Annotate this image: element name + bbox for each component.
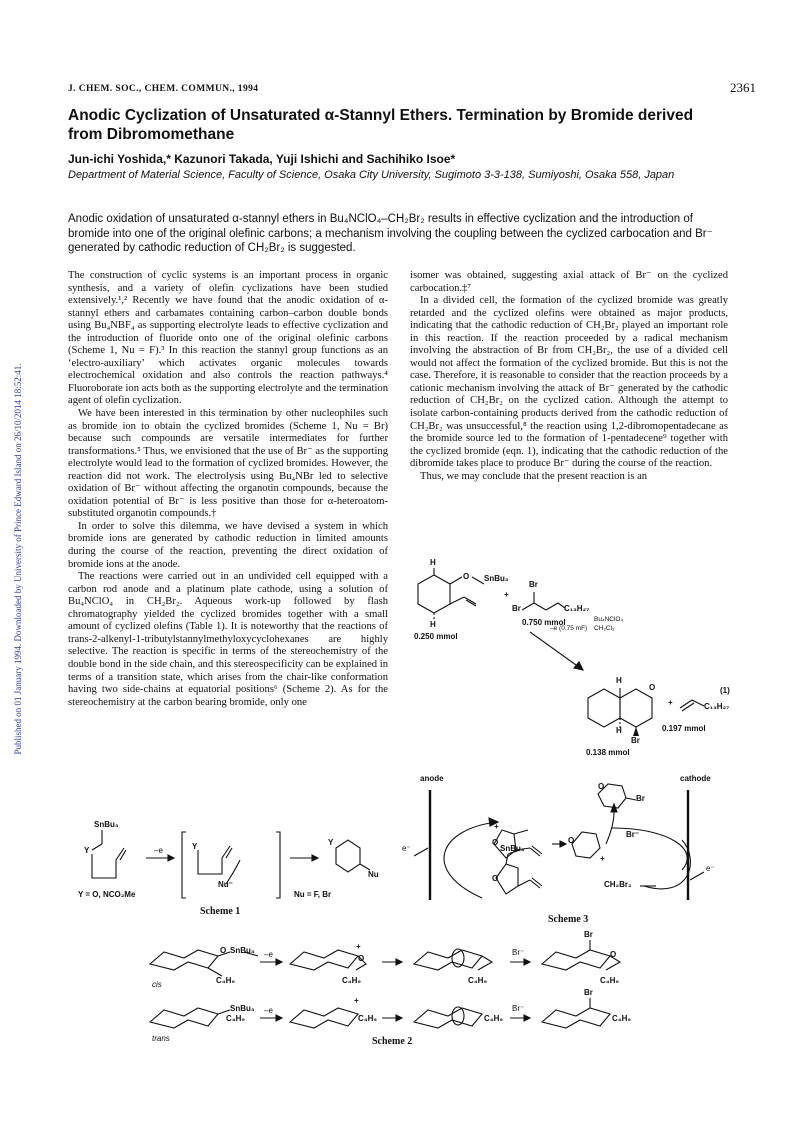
paragraph: The reactions were carried out in an undivided cell equipped with a carbon rod anode and a platinum plate cathode, using a solution of Bu₄NClO₄ in CH₂Br₂. Aqueous work-up followed by flash chromatography yielded the cyclized bromides together with a small amount of cyclized olefins (Table 1). It is noteworthy that the reactions of trans-2-alkenyl-1-tributylstannylmethyloxycyclohexanes are highly selective. The reaction is specific in terms of the stereochemistry of the double bond in the side chain, and this stereospecificity can be explained in terms of a transition state, which arises from the chair-like conformation having two side-chains at equatorial positions⁶ (Scheme 2). As for the stereochemistry at the carbon bearing bromide, only one xyxy=(68,571,388,708)
butyl-group: C₄H₉ xyxy=(358,1014,377,1023)
substrate-amount: 0.250 mmol xyxy=(414,632,458,641)
scheme-1 xyxy=(68,820,398,920)
paragraph: The construction of cyclic systems is an important process in organic synthesis, and a variety of olefin cyclizations have been studied extensively.¹,² Recently we have found that the anodic oxidation of α-stannyl ethers and carbamates containing carbon–carbon double bonds using Bu₄NBF₄ as supporting electrolyte leads to effective cyclization and the introduction of fluoride onto one of the original olefinic carbons (Scheme 1, Nu = F).³ In this reaction the stannyl group functions as an ‘electro-auxiliary’ which activates organic molecules towards electrochemical oxidation and also controls the reaction pathways.⁴ Fluoroborate ion acts both as the supporting electrolyte and the termination agent of olefin cyclization. xyxy=(68,270,388,407)
reagent-amount: 0.750 mmol xyxy=(522,618,566,627)
scheme-1-caption: Scheme 1 xyxy=(200,906,241,917)
bromine-atom: Br xyxy=(584,988,593,997)
plus-sign: + xyxy=(354,996,359,1005)
oxygen-atom: O xyxy=(220,946,227,955)
electron-label: e⁻ xyxy=(402,844,411,853)
charge-passed: –e (0.75 mF) xyxy=(550,625,588,632)
oxygen-atom: O xyxy=(598,782,605,791)
anode-label: anode xyxy=(420,774,444,783)
article-title: Anodic Cyclization of Unsaturated α-Stannyl Ethers. Termination by Bromide derived from Dibromomethane xyxy=(68,107,694,143)
h-atom: H xyxy=(430,558,436,567)
paragraph: In a divided cell, the formation of the cyclized bromide was greatly retarded and the cyclized olefins were obtained as major products, indicating that the cathodic reduction of CH₂Br₂ played an important role in this reaction. If the reaction proceeded by a radical mechanism involving the abstraction of Br from CH₂Br₂, the use of a divided cell would not affect the formation of the cyclized bromide. But this is not the case. Therefore, it is reasonable to consider that the reaction proceeds by a cationic mechanism involving the attack of Br⁻ generated by the cathodic reduction of CH₂Br₂ on the cyclized cation. Although the attempt to isolate carbon-containing products derived from the cathodic reduction of CH₂Br₂ was unsuccessful,⁸ the reaction using 1,2-dibromopentadecane as the bromide source led to the formation of 1-pentadecene⁹ together with the cyclized bromide (eqn. 1), indicating that the cathodic reduction of the dibromide takes place to produce Br⁻ during the course of the reaction. xyxy=(410,295,728,470)
butyl-group: C₄H₉ xyxy=(600,976,619,985)
butyl-group: C₄H₉ xyxy=(468,976,487,985)
stannyl-group: SnBu₃ xyxy=(484,574,509,583)
butyl-group: C₄H₉ xyxy=(484,1014,503,1023)
equation-number: (1) xyxy=(720,686,730,695)
alkene-amount: 0.197 mmol xyxy=(662,724,706,733)
stannyl-group: SnBu₃ xyxy=(500,844,525,853)
paragraph: We have been interested in this termination by other nucleophiles such as bromide ion to obtain the cyclized bromides (Scheme 1, Nu = Br) because such compounds are versatile intermediates for further transformations.⁵ Thus, we envisioned that the use of Br⁻ as the supporting electrolyte would lead to the formation of cyclized bromides. However, the reaction did not work. The electrolysis using Bu₄NBr led to selective oxidation of Br⁻ without affecting the organotin compounds, because the oxidation potential of Br⁻ is less positive than those for α-heteroatom-substituted organotin compounds.† xyxy=(68,408,388,520)
plus-sign: + xyxy=(600,854,605,863)
eqn1-structures xyxy=(400,560,730,770)
cathode-label: cathode xyxy=(680,774,711,783)
download-notice[interactable]: Published on 01 January 1994. Downloaded by University of Prince Edward Island on 26/10/2014 18:52:41. xyxy=(13,363,23,755)
bromine-atom: Br xyxy=(584,930,593,939)
butyl-group: C₄H₉ xyxy=(612,1014,631,1023)
arrow-label: –e xyxy=(154,846,163,855)
dibromomethane: CH₂Br₂ xyxy=(604,880,632,889)
abstract: Anodic oxidation of unsaturated α-stannyl ethers in Bu₄NClO₄–CH₂Br₂ results in effective cyclization and the introduction of bromide into one of the original olefinic carbons; a mechanism involving the coupling between the cyclized carbocation and Br⁻ generated by cathodic reduction of CH₂Br₂ is suggested. xyxy=(68,213,713,254)
left-column xyxy=(68,270,388,709)
electron-label: e⁻ xyxy=(706,864,715,873)
bromide-ion: Br⁻ xyxy=(512,948,525,957)
y-definition: Y = O, NCO₂Me xyxy=(78,890,136,899)
oxygen-atom: O xyxy=(610,950,617,959)
plus-sign: + xyxy=(504,590,509,599)
arrow-label: –e xyxy=(264,1006,273,1015)
equation-1 xyxy=(400,560,730,770)
scheme1-drawing xyxy=(68,820,398,920)
bromine-atom: Br xyxy=(631,736,640,745)
nucleophile: Nu xyxy=(368,870,379,879)
scheme-2 xyxy=(130,930,690,1050)
scheme-3-caption: Scheme 3 xyxy=(548,914,589,925)
butyl-group: C₄H₉ xyxy=(342,976,361,985)
arrow-label: –e xyxy=(264,950,273,959)
stannyl-group: SnBu₃ xyxy=(94,820,119,829)
scheme-2-caption: Scheme 2 xyxy=(372,1036,413,1047)
h-atom: H xyxy=(430,620,436,629)
oxygen-atom: O xyxy=(568,836,575,845)
bromine-atom: Br xyxy=(512,604,521,613)
cis-label: cis xyxy=(152,980,162,989)
bromide-ion: Br⁻ xyxy=(512,1004,525,1013)
oxygen-atom: O xyxy=(463,572,470,581)
paragraph: Thus, we may conclude that the present reaction is an xyxy=(420,470,648,482)
butyl-group: C₄H₉ xyxy=(226,1014,245,1023)
electrolyte: Bu₄NClO₄ xyxy=(594,616,624,623)
plus-sign: + xyxy=(356,942,361,951)
page-number: 2361 xyxy=(730,80,756,95)
scheme2-drawing xyxy=(130,930,690,1050)
product-amount: 0.138 mmol xyxy=(586,748,630,757)
plus-sign: + xyxy=(494,822,499,831)
oxygen-atom: O xyxy=(649,683,656,692)
bromine-atom: Br xyxy=(636,794,645,803)
alkyl-group: C₁₃H₂₇ xyxy=(704,702,730,711)
paragraph: In order to solve this dilemma, we have devised a system in which bromide ions are generated by cathodic reduction in limited amounts during the course of the reaction, preventing the direct oxidation of bromide ions at the anode. xyxy=(68,520,388,570)
h-atom: H xyxy=(616,726,622,735)
stannyl-group: SnBu₃ xyxy=(230,946,255,955)
oxygen-atom: O xyxy=(492,838,499,847)
affiliation: Department of Material Science, Faculty of Science, Osaka City University, Sugimoto 3-3-138, Sumiyoshi, Osaka 558, Japan xyxy=(68,169,675,181)
y-heteroatom: Y xyxy=(84,846,90,855)
alkyl-group: C₁₃H₂₇ xyxy=(564,604,590,613)
bromide-ion: Br⁻ xyxy=(626,830,640,839)
oxygen-atom: O xyxy=(358,954,365,963)
journal-header: J. CHEM. SOC., CHEM. COMMUN., 1994 xyxy=(68,84,259,94)
solvent: CH₂Cl₂ xyxy=(594,625,615,632)
stannyl-group: SnBu₃ xyxy=(230,1004,255,1013)
nucleophile-ion: Nu⁻ xyxy=(218,880,233,889)
y-heteroatom: Y xyxy=(192,842,198,851)
bromine-atom: Br xyxy=(529,580,538,589)
author-list: Jun-ichi Yoshida,* Kazunori Takada, Yuji Ishichi and Sachihiko Isoe* xyxy=(68,152,456,166)
nu-definition: Nu = F, Br xyxy=(294,890,332,899)
right-column xyxy=(410,270,728,483)
paragraph: isomer was obtained, suggesting axial attack of Br⁻ on the cyclized carbocation.‡⁷ xyxy=(410,270,728,294)
trans-label: trans xyxy=(152,1034,170,1043)
plus-sign: + xyxy=(668,698,673,707)
y-heteroatom: Y xyxy=(328,838,334,847)
butyl-group: C₄H₉ xyxy=(216,976,235,985)
h-atom: H xyxy=(616,676,622,685)
oxygen-atom: O xyxy=(492,874,499,883)
